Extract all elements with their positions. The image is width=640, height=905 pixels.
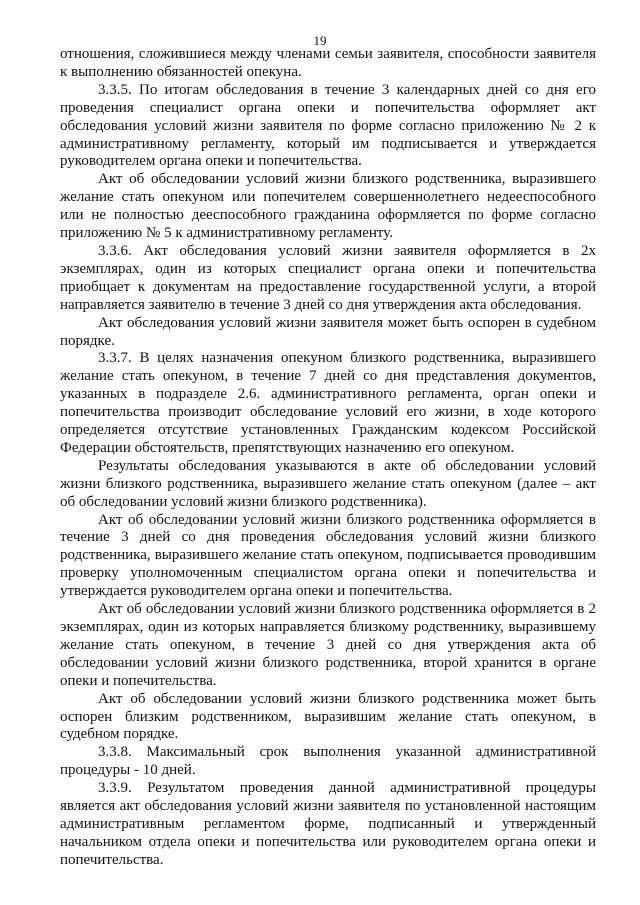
paragraph-relative-act-issuance: Акт об обследовании условий жизни близкого родственника оформляется в течение 3 дней со дня проведения обследования условий жизни близкого родственника, выразившего желание стать опекуном, подписывается проводившим проверку уполномоченным специалистом органа опеки и попечительства и утверждается руководителем органа опеки и попечительства. xyxy=(60,511,596,600)
paragraph-appeal-relative-act: Акт об обследовании условий жизни близкого родственника может быть оспорен близким родственником, выразившим желание стать опекуном, в судебном порядке. xyxy=(60,690,596,743)
paragraph-continuation: отношения, сложившиеся между членами семьи заявителя, способности заявителя к выполнению обязанностей опекуна. xyxy=(60,46,596,80)
paragraph-3-3-8: 3.3.8. Максимальный срок выполнения указанной административной процедуры - 10 дней. xyxy=(60,744,596,779)
paragraph-appeal-applicant-act: Акт обследования условий жизни заявителя может быть оспорен в судебном порядке. xyxy=(60,314,596,349)
paragraph-relative-act-form: Акт об обследовании условий жизни близкого родственника, выразившего желание стать опекуном или попечителем совершеннолетнего недееспособного или не полностью дееспособного гражданина оформляется по форме согласно приложению № 5 к административному регламенту. xyxy=(60,171,596,242)
paragraph-3-3-5: 3.3.5. По итогам обследования в течение 3 календарных дней со дня его проведения специалист органа опеки и попечительства оформляет акт обследования условий жизни заявителя по форме согласно приложению № 2 к административному регламенту, который им подписывается и утверждается руководителем органа опеки и попечительства. xyxy=(60,81,596,170)
paragraph-inspection-results: Результаты обследования указываются в акте об обследовании условий жизни близкого родственника, выразившего желание стать опекуном (далее – акт об обследовании условий жизни близкого родственника). xyxy=(60,457,596,510)
document-body xyxy=(60,46,596,870)
paragraph-3-3-6: 3.3.6. Акт обследования условий жизни заявителя оформляется в 2х экземплярах, один из которых специалист органа опеки и попечительства приобщает к документам на предоставление государственной услуги, а второй направляется заявителю в течение 3 дней со дня утверждения акта обследования. xyxy=(60,242,596,313)
paragraph-relative-act-copies: Акт об обследовании условий жизни близкого родственника оформляется в 2 экземплярах, один из которых направляется близкому родственнику, выразившему желание стать опекуном, в течение 3 дней со дня утверждения акта об обследовании условий жизни близкого родственника, второй хранится в органе опеки и попечительства. xyxy=(60,601,596,689)
page-number: 19 xyxy=(313,33,327,48)
paragraph-3-3-7: 3.3.7. В целях назначения опекуном близкого родственника, выразившего желание стать опекуном, в течение 7 дней со дня представления документов, указанных в подразделе 2.6. административного регламента, орган опеки и попечительства производит обследование условий его жизни, в ходе которого определяется отсутствие установленных Гражданским кодексом Российской Федерации обстоятельств, препятствующих назначению его опекуном. xyxy=(60,350,596,456)
paragraph-3-3-9: 3.3.9. Результатом проведения данной административной процедуры является акт обследования условий жизни заявителя по установленной настоящим административным регламентом форме, подписанный и утвержденный начальником отдела опеки и попечительства или руководителем органа опеки и попечительства. xyxy=(60,780,596,868)
